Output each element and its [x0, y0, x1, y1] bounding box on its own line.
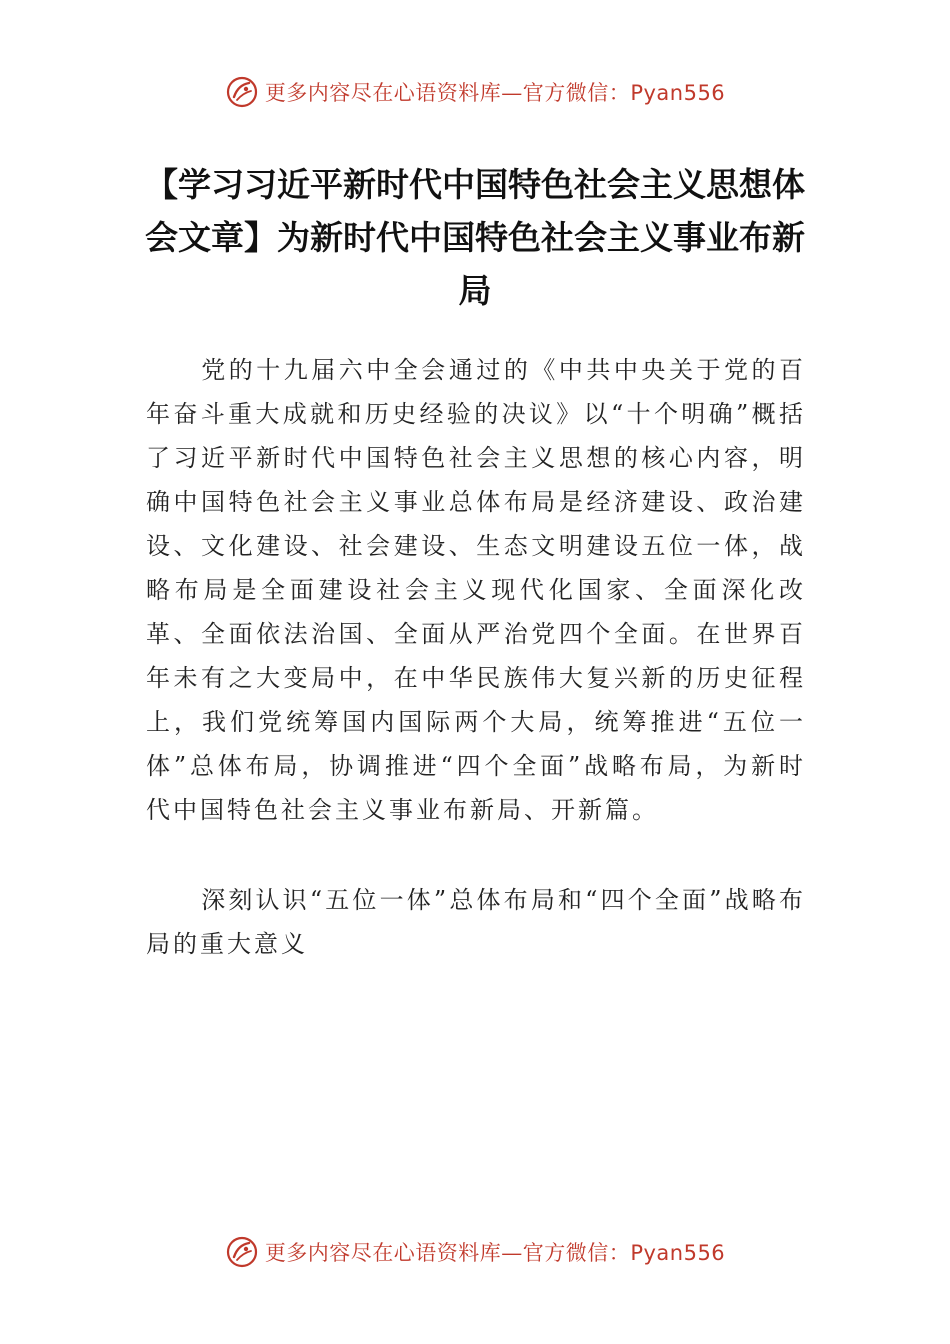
footer-wechat-handle: Pyan556 [630, 1241, 726, 1265]
header-banner-text [265, 77, 725, 107]
document-title: 【学习习近平新时代中国特色社会主义思想体会文章】为新时代中国特色社会主义事业布新局 [145, 165, 805, 310]
footer-banner-label: 更多内容尽在心语资料库—官方微信： [264, 1241, 631, 1265]
header-banner [0, 72, 950, 112]
section-heading-paragraph: 深刻认识“五位一体”总体布局和“四个全面”战略布局的重大意义 [146, 886, 806, 958]
seal-logo-icon [225, 75, 259, 109]
footer-banner [0, 1232, 950, 1272]
header-wechat-handle: Pyan556 [630, 81, 726, 105]
header-banner-label: 更多内容尽在心语资料库—官方微信： [264, 81, 631, 105]
footer-banner-text [265, 1237, 725, 1267]
body-paragraph: 党的十九届六中全会通过的《中共中央关于党的百年奋斗重大成就和历史经验的决议》以“十个明确”概括了习近平新时代中国特色社会主义思想的核心内容，明确中国特色社会主义事业总体布局是经济建设、政治建设、文化建设、社会建设、生态文明建设五位一体，战略布局是全面建设社会主义现代化国家、全面深化改革、全面依法治国、全面从严治党四个全面。在世界百年未有之大变局中，在中华民族伟大复兴新的历史征程上，我们党统筹国内国际两个大局，统筹推进“五位一体”总体布局，协调推进“四个全面”战略布局，为新时代中国特色社会主义事业布新局、开新篇。 [146, 356, 806, 824]
seal-logo-icon [225, 1235, 259, 1269]
